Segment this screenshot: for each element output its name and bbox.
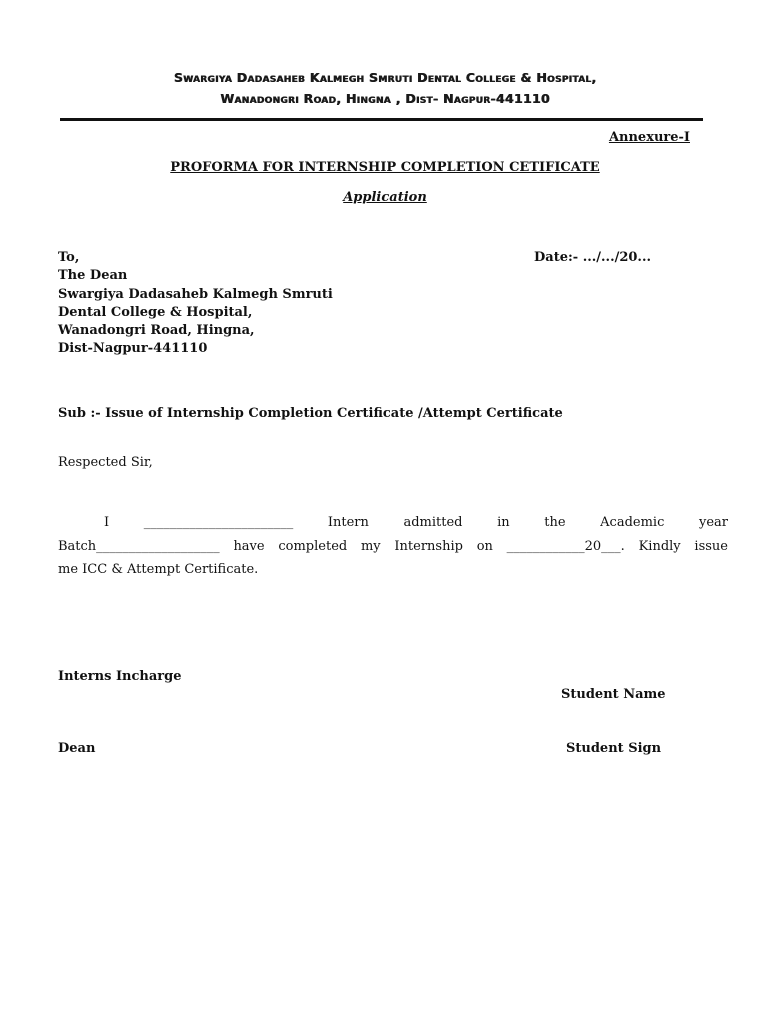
body-word: on (476, 539, 493, 554)
college-address-header: Wanadongri Road, Hingna , Dist- Nagpur-441110 (220, 91, 550, 106)
body-line-1 (58, 515, 728, 530)
body-word: Intern (327, 515, 369, 530)
salutation: Respected Sir, (58, 455, 153, 470)
header-divider (60, 118, 703, 121)
body-word: the (544, 515, 566, 530)
body-word: have (233, 539, 265, 554)
address-line: Dist-Nagpur-441110 (58, 341, 208, 356)
document-subtitle: Application (343, 190, 427, 205)
batch-blank: Batch___________________ (58, 539, 220, 554)
name-blank: _______________________ (143, 515, 294, 530)
address-line: Dental College & Hospital, (58, 305, 253, 320)
body-word: completed (278, 539, 348, 554)
body-word: Kindly (638, 539, 681, 554)
body-word: year (698, 515, 728, 530)
body-word: my (360, 539, 381, 554)
dean-label: Dean (58, 741, 96, 756)
body-word: Academic (600, 515, 665, 530)
body-word: issue (694, 539, 728, 554)
document-title: PROFORMA FOR INTERNSHIP COMPLETION CETIFICATE (170, 160, 600, 175)
body-line-3: me ICC & Attempt Certificate. (58, 562, 259, 577)
date-blank: ____________20___. (506, 539, 625, 554)
date-field: Date:- .../.../20... (534, 250, 652, 265)
address-line: The Dean (58, 268, 128, 283)
interns-incharge-label: Interns Incharge (58, 669, 182, 684)
annexure-label: Annexure-I (608, 130, 690, 145)
address-line: Swargiya Dadasaheb Kalmegh Smruti (58, 287, 333, 302)
to-label: To, (58, 250, 80, 265)
body-word: I (104, 515, 110, 530)
body-word: admitted (403, 515, 463, 530)
body-word: in (497, 515, 510, 530)
body-word: Internship (394, 539, 463, 554)
subject-line: Sub :- Issue of Internship Completion Certificate /Attempt Certificate (58, 406, 563, 421)
college-name-header: Swargiya Dadasaheb Kalmegh Smruti Dental College & Hospital, (173, 70, 597, 85)
address-line: Wanadongri Road, Hingna, (58, 323, 255, 338)
student-name-label: Student Name (561, 687, 666, 702)
body-line-2 (58, 539, 728, 554)
student-sign-label: Student Sign (566, 741, 662, 756)
